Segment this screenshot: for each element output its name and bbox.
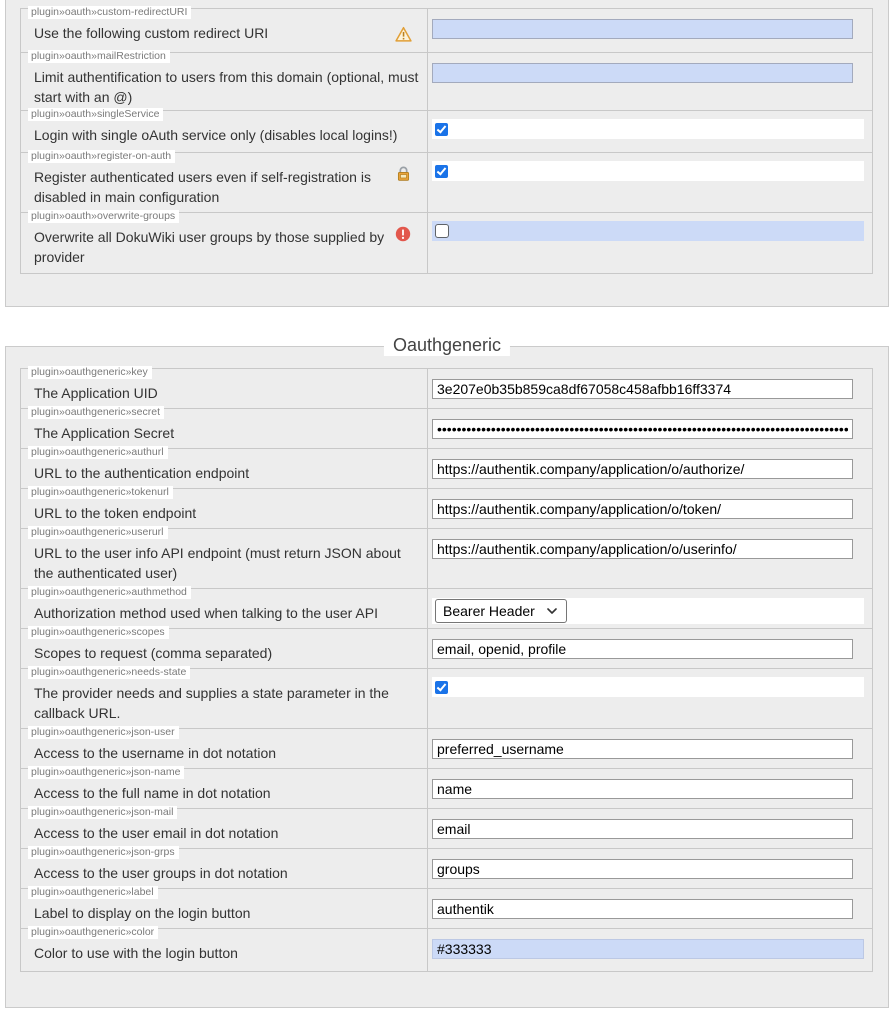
authmethod-selected-value: Bearer Header bbox=[443, 603, 535, 619]
json-grps-input[interactable] bbox=[432, 859, 853, 879]
setting-row-singleservice bbox=[21, 108, 872, 153]
oauthgeneric-settings-group bbox=[5, 335, 889, 1008]
setting-row-json-mail bbox=[21, 806, 872, 849]
setting-row-authmethod bbox=[21, 586, 872, 629]
scopes-input[interactable] bbox=[432, 639, 853, 659]
setting-label: Label to display on the login button bbox=[34, 905, 251, 921]
setting-key-tag: plugin»oauth»register-on-auth bbox=[28, 150, 175, 163]
setting-label: Access to the username in dot notation bbox=[34, 745, 277, 761]
select-strip bbox=[432, 598, 864, 624]
application-uid-input[interactable] bbox=[432, 379, 853, 399]
login-button-color-input[interactable] bbox=[432, 939, 864, 959]
setting-key-tag: plugin»oauthgeneric»userurl bbox=[28, 526, 168, 539]
setting-label: Access to the full name in dot notation bbox=[34, 785, 271, 801]
setting-label: Authorization method used when talking to the user API bbox=[34, 605, 378, 621]
setting-key-tag: plugin»oauth»singleService bbox=[28, 108, 163, 121]
checkbox-strip bbox=[432, 677, 864, 697]
setting-label: Limit authentification to users from this domain (optional, must start with an @) bbox=[34, 69, 419, 105]
setting-label: URL to the token endpoint bbox=[34, 505, 197, 521]
chevron-down-icon bbox=[547, 608, 557, 614]
setting-label: The Application Secret bbox=[34, 425, 175, 441]
setting-label: Overwrite all DokuWiki user groups by those supplied by provider bbox=[34, 229, 385, 265]
json-name-input[interactable] bbox=[432, 779, 853, 799]
single-service-checkbox[interactable] bbox=[435, 123, 448, 136]
setting-label: Scopes to request (comma separated) bbox=[34, 645, 273, 661]
setting-row-secret bbox=[21, 406, 872, 449]
setting-key-tag: plugin»oauthgeneric»json-user bbox=[28, 726, 179, 739]
setting-label: Use the following custom redirect URI bbox=[34, 25, 269, 41]
login-button-label-input[interactable] bbox=[432, 899, 853, 919]
custom-redirect-uri-input[interactable] bbox=[432, 19, 853, 39]
mail-restriction-input[interactable] bbox=[432, 63, 853, 83]
setting-row-json-user bbox=[21, 726, 872, 769]
setting-label: The Application UID bbox=[34, 385, 158, 401]
setting-key-tag: plugin»oauthgeneric»json-grps bbox=[28, 846, 179, 859]
overwrite-groups-checkbox[interactable] bbox=[435, 224, 449, 238]
setting-key-tag: plugin»oauthgeneric»authmethod bbox=[28, 586, 191, 599]
section-title: Oauthgeneric bbox=[384, 335, 510, 356]
userinfo-url-input[interactable] bbox=[432, 539, 853, 559]
setting-key-tag: plugin»oauth»overwrite-groups bbox=[28, 210, 179, 223]
oauthgeneric-settings-table bbox=[20, 368, 873, 972]
application-secret-input[interactable] bbox=[432, 419, 853, 439]
setting-label: The provider needs and supplies a state parameter in the callback URL. bbox=[34, 685, 389, 721]
auth-url-input[interactable] bbox=[432, 459, 853, 479]
setting-row-overwrite-groups bbox=[21, 210, 872, 273]
setting-key-tag: plugin»oauth»custom-redirectURI bbox=[28, 6, 191, 19]
error-circle-icon bbox=[395, 226, 412, 243]
setting-label: Access to the user groups in dot notation bbox=[34, 865, 288, 881]
checkbox-strip bbox=[432, 221, 864, 241]
setting-row-tokenurl bbox=[21, 486, 872, 529]
setting-key-tag: plugin»oauthgeneric»key bbox=[28, 366, 152, 379]
setting-row-color bbox=[21, 926, 872, 971]
lock-icon bbox=[395, 165, 412, 182]
setting-row-authurl bbox=[21, 446, 872, 489]
setting-key-tag: plugin»oauthgeneric»color bbox=[28, 926, 158, 939]
json-user-input[interactable] bbox=[432, 739, 853, 759]
warning-triangle-icon bbox=[395, 26, 412, 43]
setting-key-tag: plugin»oauthgeneric»json-name bbox=[28, 766, 184, 779]
needs-state-checkbox[interactable] bbox=[435, 681, 448, 694]
setting-label: Color to use with the login button bbox=[34, 945, 238, 961]
checkbox-strip bbox=[432, 161, 864, 181]
setting-key-tag: plugin»oauthgeneric»scopes bbox=[28, 626, 169, 639]
setting-key-tag: plugin»oauthgeneric»tokenurl bbox=[28, 486, 173, 499]
register-on-auth-checkbox[interactable] bbox=[435, 165, 448, 178]
setting-row-userurl bbox=[21, 526, 872, 589]
setting-row-register-on-auth bbox=[21, 150, 872, 213]
setting-label: URL to the user info API endpoint (must return JSON about the authenticated user) bbox=[34, 545, 401, 581]
setting-label: Access to the user email in dot notation bbox=[34, 825, 279, 841]
setting-label: URL to the authentication endpoint bbox=[34, 465, 250, 481]
oauth-settings-group bbox=[5, 0, 889, 307]
setting-row-json-name bbox=[21, 766, 872, 809]
checkbox-strip bbox=[432, 119, 864, 139]
authmethod-select[interactable] bbox=[435, 599, 567, 623]
setting-key-tag: plugin»oauth»mailRestriction bbox=[28, 50, 170, 63]
setting-key-tag: plugin»oauthgeneric»needs-state bbox=[28, 666, 190, 679]
setting-label: Register authenticated users even if self-registration is disabled in main configuration bbox=[34, 169, 371, 205]
setting-label: Login with single oAuth service only (disables local logins!) bbox=[34, 127, 398, 143]
setting-key-tag: plugin»oauthgeneric»secret bbox=[28, 406, 164, 419]
token-url-input[interactable] bbox=[432, 499, 853, 519]
setting-row-label bbox=[21, 886, 872, 929]
setting-key-tag: plugin»oauthgeneric»label bbox=[28, 886, 158, 899]
setting-row-mailrestriction bbox=[21, 50, 872, 111]
setting-key-tag: plugin»oauthgeneric»json-mail bbox=[28, 806, 177, 819]
setting-row-scopes bbox=[21, 626, 872, 669]
setting-row-needs-state bbox=[21, 666, 872, 729]
json-mail-input[interactable] bbox=[432, 819, 853, 839]
setting-row-custom-redirecturi bbox=[21, 6, 872, 53]
setting-row-json-grps bbox=[21, 846, 872, 889]
setting-row-key bbox=[21, 366, 872, 409]
oauth-settings-table bbox=[20, 8, 873, 274]
setting-key-tag: plugin»oauthgeneric»authurl bbox=[28, 446, 168, 459]
